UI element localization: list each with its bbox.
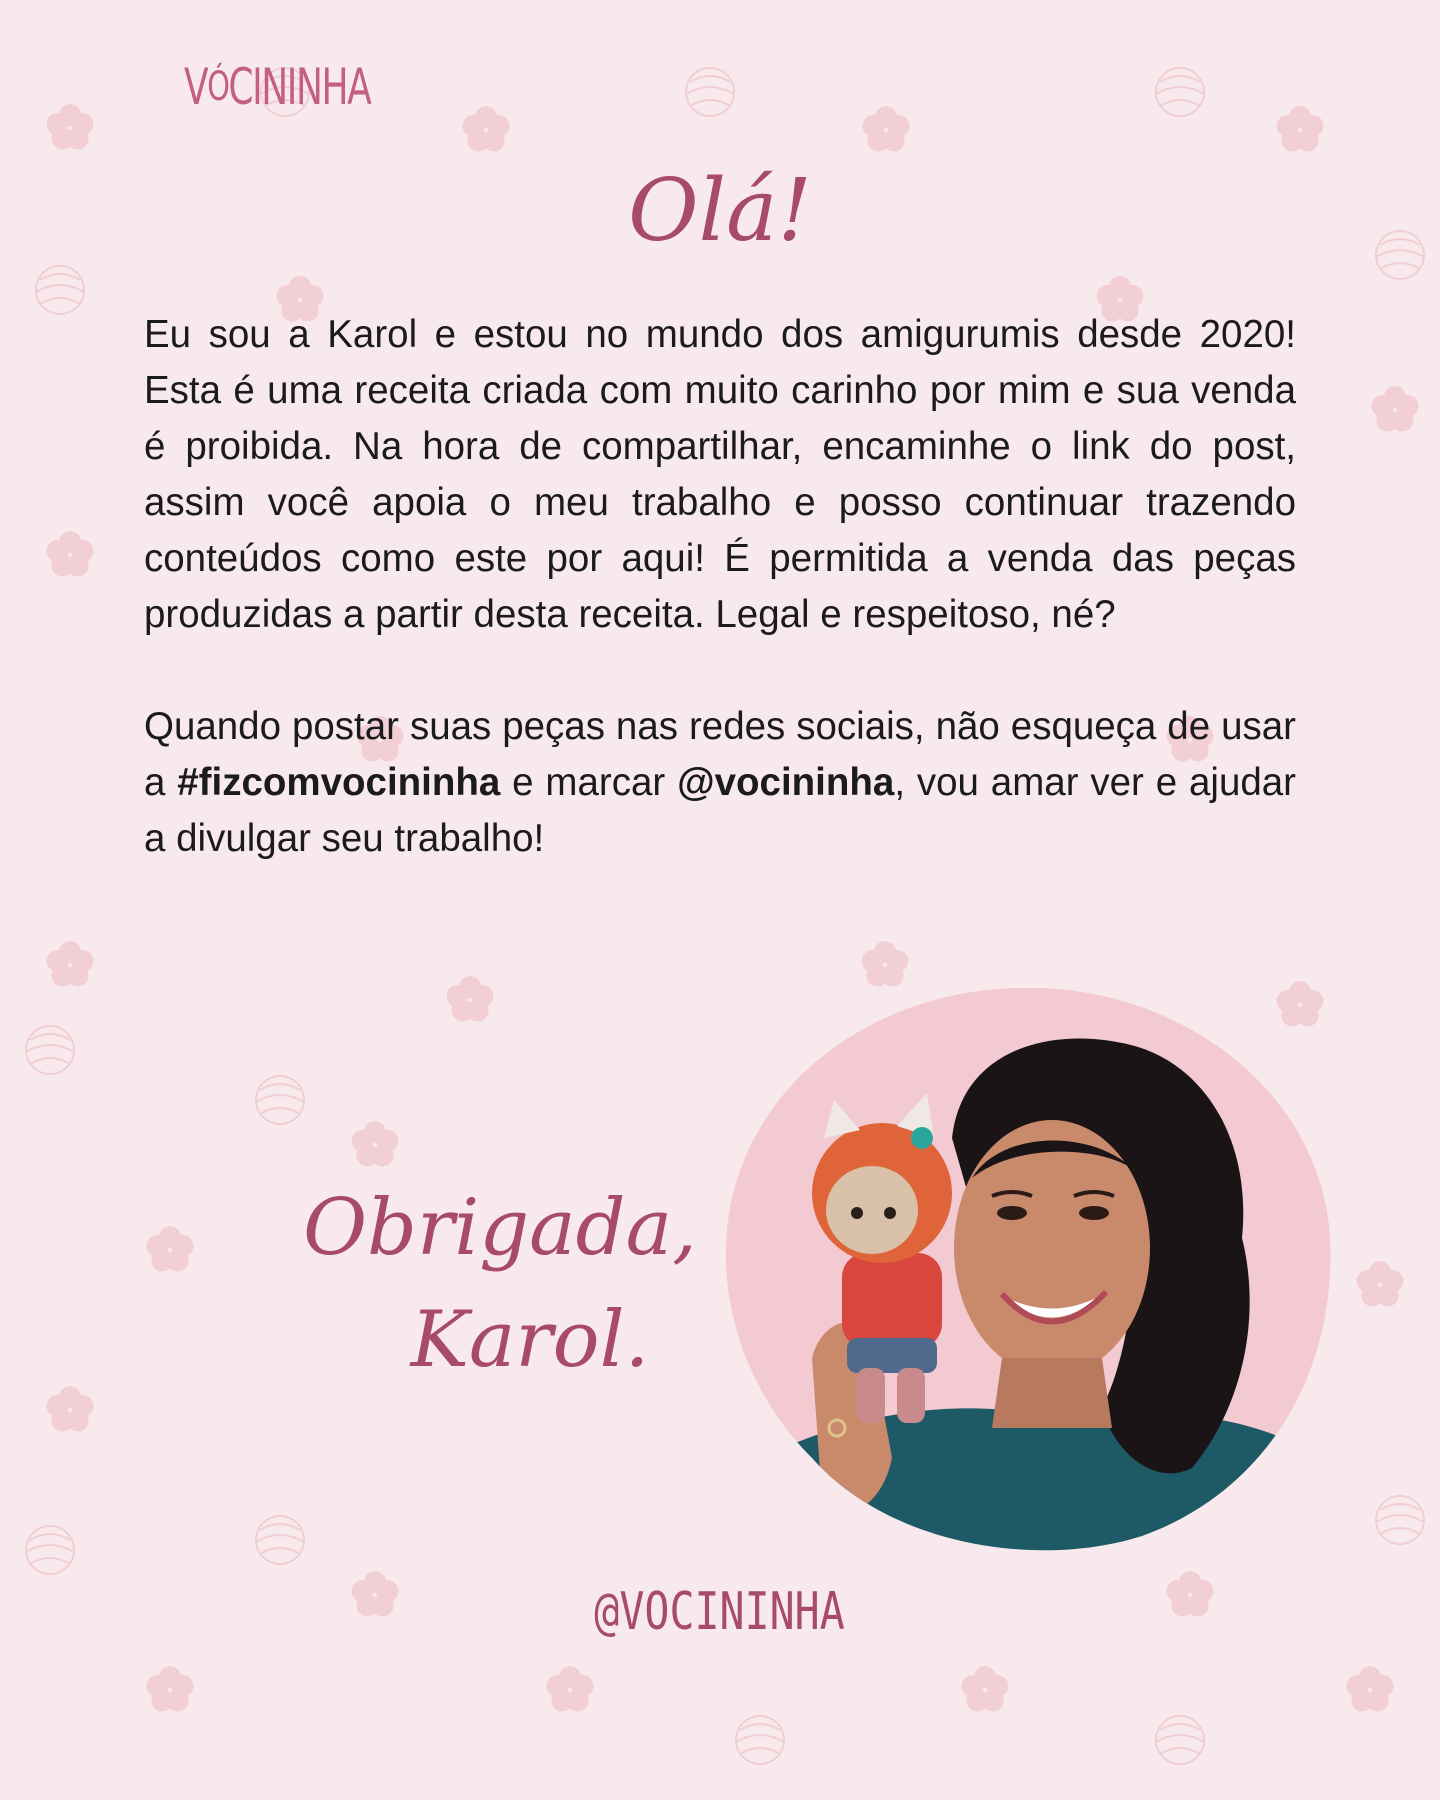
signature-line-1: Obrigada,: [303, 1183, 697, 1273]
greeting-heading: Olá!: [628, 161, 812, 261]
brand-logo: VÓCININHA: [184, 58, 371, 116]
intro-paragraph: Eu sou a Karol e estou no mundo dos amigurumis desde 2020! Esta é uma receita criada com muito carinho por mim e sua venda é proibida. Na hora de compartilhar, encaminhe o link do post, assim você apoia o meu trabalho e posso continuar trazendo conteúdos como este por aqui! É permitida a venda das peças produzidas a partir desta receita. Legal e respeitoso, né?: [144, 313, 1296, 636]
portrait-photo-icon: [722, 988, 1332, 1556]
instagram-handle: @VOCININHA: [594, 1582, 846, 1642]
author-photo: [722, 988, 1332, 1556]
mention: @vocininha: [677, 761, 895, 804]
hashtag: #fizcomvocininha: [177, 761, 501, 804]
intro-text: [144, 307, 1296, 867]
signature-line-2: Karol.: [410, 1295, 650, 1385]
signature: [300, 1172, 700, 1396]
social-paragraph: Quando postar suas peças nas redes sociais, não esqueça de usar a #fizcomvocininha e marcar @vocininha, vou amar ver e ajudar a divulgar seu trabalho!: [144, 705, 1296, 860]
